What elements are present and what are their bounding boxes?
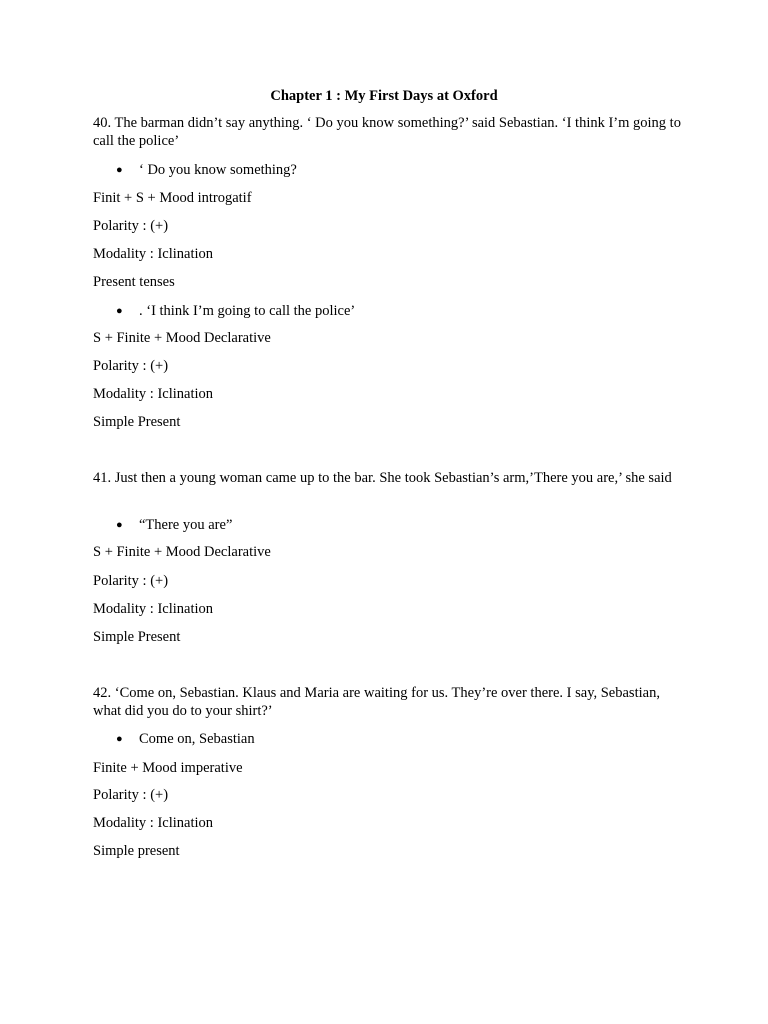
- page-title: Chapter 1 : My First Days at Oxford: [270, 88, 498, 104]
- question-41: 41. Just then a young woman came up to the bar. She took Sebastian’s arm,’There you are,’ she said: [93, 470, 672, 486]
- modality-line: Modality : Iclination: [93, 815, 214, 831]
- polarity-line: Polarity : (+): [93, 573, 169, 589]
- tense-line: Simple Present: [93, 414, 181, 430]
- polarity-line: Polarity : (+): [93, 358, 169, 374]
- bullet-text: . ‘I think I’m going to call the police’: [139, 303, 356, 319]
- polarity-line: Polarity : (+): [93, 787, 169, 803]
- structure-line: Finite + Mood imperative: [93, 760, 243, 776]
- modality-line: Modality : Iclination: [93, 601, 214, 617]
- bullet-text: “There you are”: [139, 517, 233, 533]
- modality-line: Modality : Iclination: [93, 386, 214, 402]
- structure-line: S + Finite + Mood Declarative: [93, 330, 271, 346]
- bullet-icon: ●: [116, 519, 123, 531]
- structure-line: S + Finite + Mood Declarative: [93, 544, 271, 560]
- bullet-item: [116, 303, 355, 320]
- bullet-item: [116, 162, 297, 179]
- bullet-text: Come on, Sebastian: [139, 731, 255, 747]
- polarity-line: Polarity : (+): [93, 218, 169, 234]
- bullet-icon: ●: [116, 164, 123, 176]
- bullet-icon: ●: [116, 305, 123, 317]
- tense-line: Simple present: [93, 843, 180, 859]
- tense-line: Simple Present: [93, 629, 181, 645]
- structure-line: Finit + S + Mood introgatif: [93, 190, 252, 206]
- bullet-text: ‘ Do you know something?: [139, 162, 297, 178]
- bullet-item: [116, 731, 255, 748]
- tense-line: Present tenses: [93, 274, 175, 290]
- question-42: 42. ‘Come on, Sebastian. Klaus and Maria are waiting for us. They’re over there. I say, Sebastian, what did you do to your shirt?’: [93, 685, 660, 719]
- modality-line: Modality : Iclination: [93, 246, 214, 262]
- question-40: 40. The barman didn’t say anything. ‘ Do you know something?’ said Sebastian. ‘I think I’m going to call the police’: [93, 115, 681, 149]
- bullet-icon: ●: [116, 733, 123, 745]
- bullet-item: [116, 517, 232, 534]
